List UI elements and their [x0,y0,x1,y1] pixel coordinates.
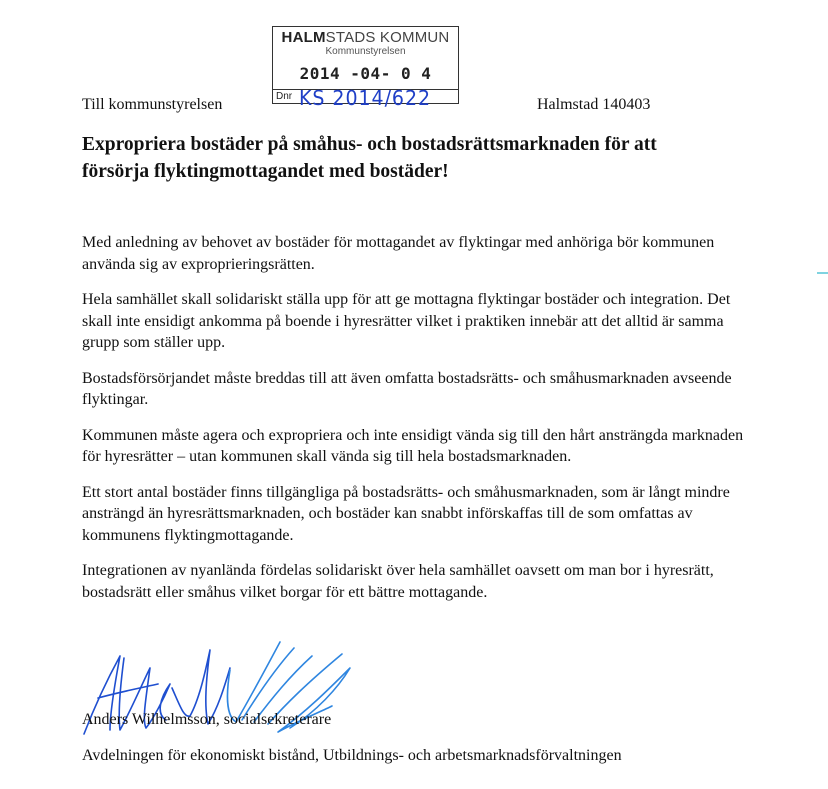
place-date: Halmstad 140403 [537,96,651,113]
paragraph: Med anledning av behovet av bostäder för mottagandet av flyktingar med anhöriga bör kommunen använda sig av exproprieringsrätten. [82,234,715,273]
paragraph: Bostadsförsörjandet måste breddas till att även omfatta bostadsrätts- och småhusmarknaden avseende flyktingar. [82,369,732,408]
signer-department: Avdelningen för ekonomiskt bistånd, Utbildnings- och arbetsmarknadsförvaltningen [82,747,622,764]
document-body [82,232,762,617]
document-title: Expropriera bostäder på småhus- och bostadsrättsmarknaden för att försörja flyktingmottagandet med bostäder! [82,134,657,182]
stamp-organization [273,29,458,46]
paragraph: Ett stort antal bostäder finns tillgängliga på bostadsrätts- och småhusmarknaden, som är långt mindre ansträngd än hyresrättsmarknaden, och bostäder kan snabbt införskaffas till de som omfattas av kommunens flyktingmottagande. [82,483,730,544]
registration-stamp [272,26,459,110]
signature-stroke [228,642,280,722]
addressee: Till kommunstyrelsen [82,96,223,113]
stamp-date: 2014 -04- 0 4 [299,64,432,83]
paragraph: Kommunen måste agera och expropriera och inte ensidigt vända sig till den hårt ansträngda marknaden för hyresrätter – utan kommunen skall vända sig till hela bostadsmarknaden. [82,426,744,465]
stamp-department: Kommunstyrelsen [325,46,406,57]
margin-mark [817,272,828,274]
paragraph: Integrationen av nyanlända fördelas solidariskt över hela samhället oavsett om man bor i hyresrätt, bostadsrätt eller småhus vilket borgar för ett bättre mottagande. [82,562,714,601]
signer-name: Anders Wilhelmsson, socialsekreterare [82,711,332,728]
stamp-org-bold: HALM [281,29,326,46]
stamp-dnr-value: KS 2014/622 [299,86,432,110]
paragraph: Hela samhället skall solidariskt ställa upp för att ge mottagna flyktingar bostäder och integration. Det skall inte ensidigt ankomma på boende i hyresrätter vilket i praktiken innebär att det alltid är samma grupp som ställer upp. [82,291,731,351]
stamp-org-rest: STADS KOMMUN [325,29,450,46]
stamp-dnr-label: Dnr [276,91,293,102]
